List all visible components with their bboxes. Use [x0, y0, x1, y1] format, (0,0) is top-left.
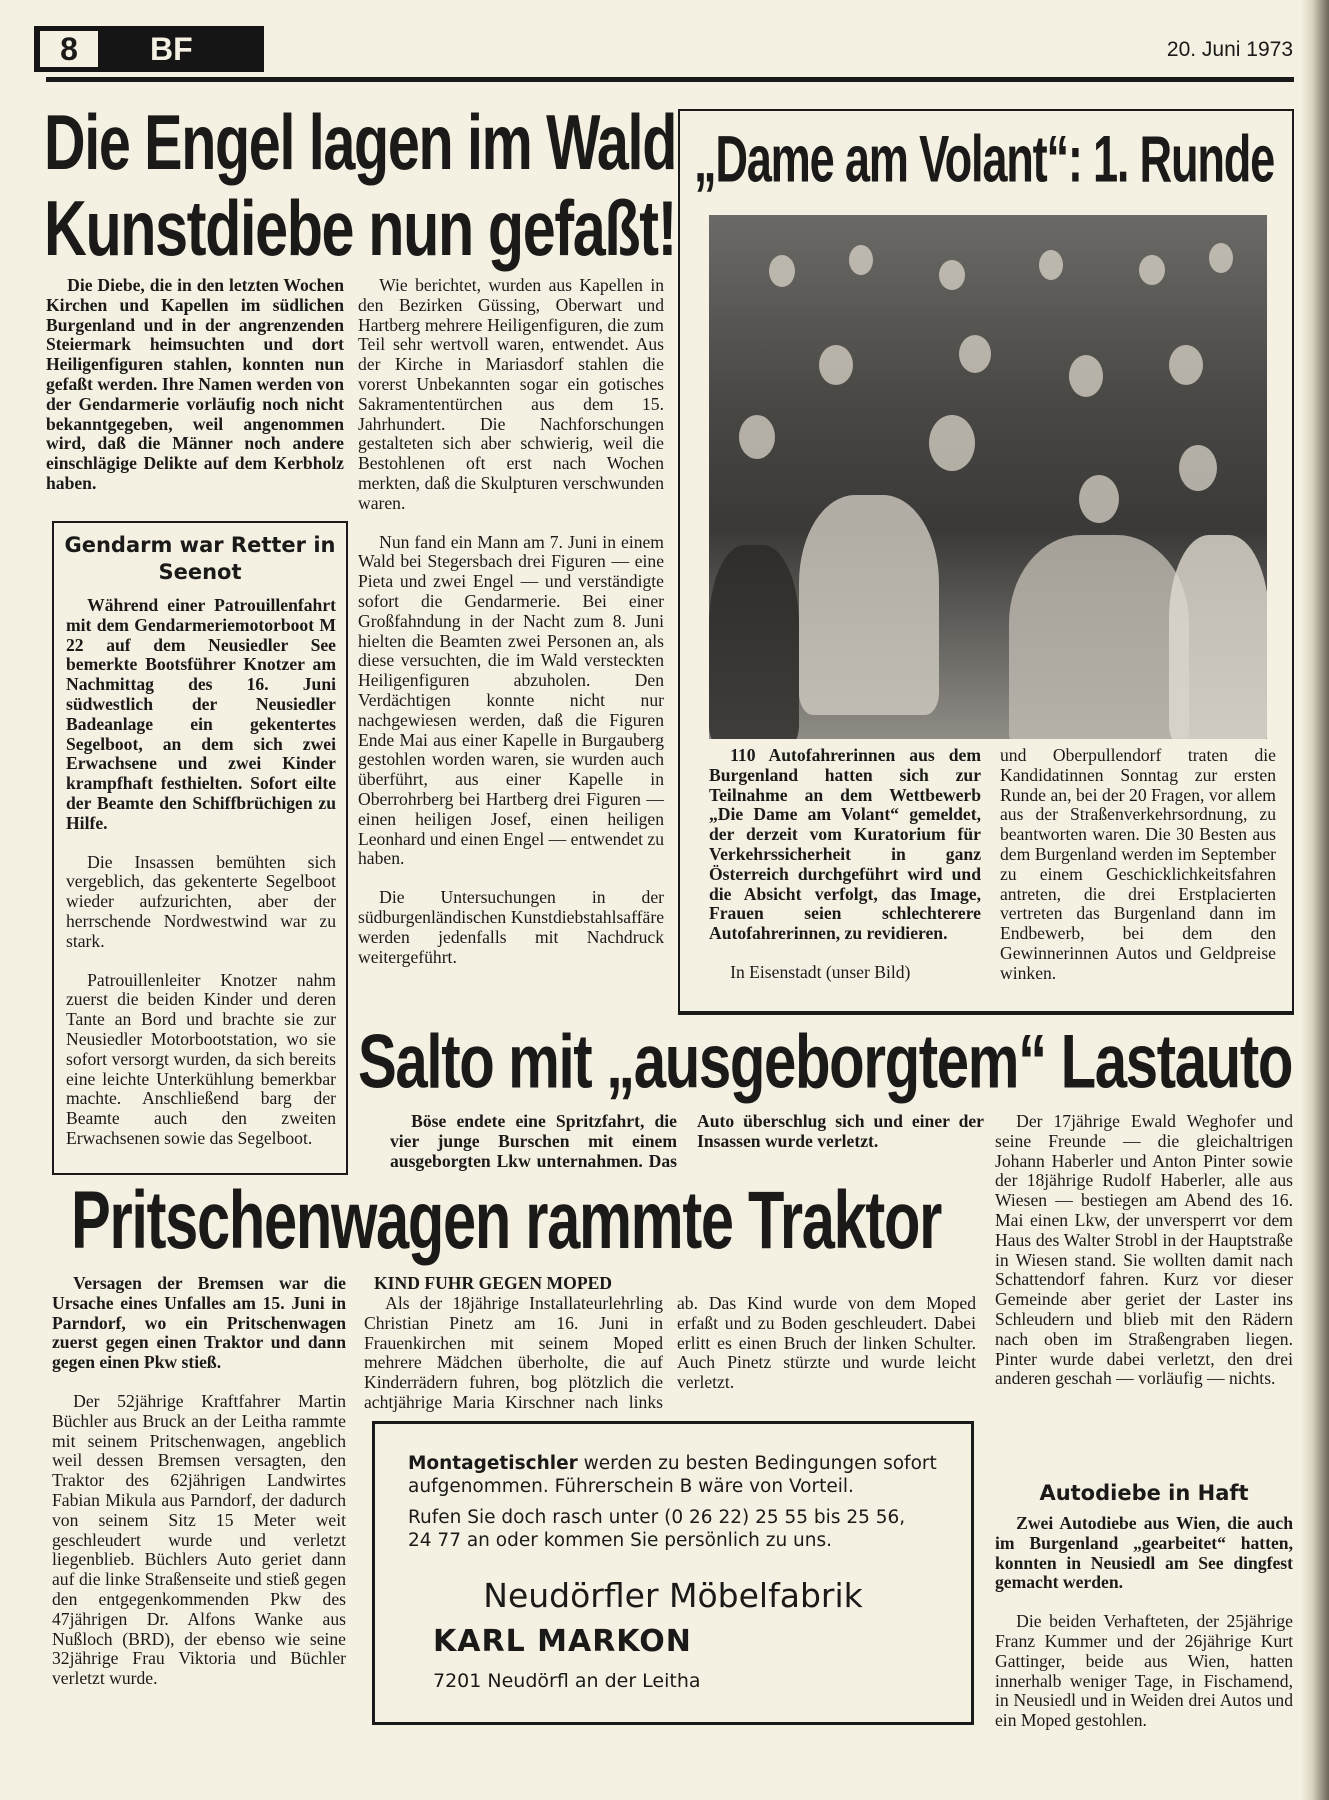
article-salto-body: [995, 1112, 1293, 1408]
page-number: 8: [40, 31, 98, 67]
headline-salto: Salto mit „ausgeborgtem“ Lastauto: [358, 1019, 1292, 1105]
photo-exam-participants: [709, 215, 1267, 739]
issue-date: 20. Juni 1973: [1166, 38, 1293, 61]
paragraph: Die beiden Verhafteten, der 25jährige Franz Kummer und der 26jährige Kurt Gattinger, beide aus Wien, hatten innerhalb weniger Tage, in Fischamend, in Neusiedl und in Weiden drei Autos und ein Moped gestohlen.: [995, 1611, 1293, 1731]
paragraph: Die Untersuchungen in der südburgenländischen Kunstdiebstahlsaffäre werden jedenfalls mit Nachdruck weitergeführt.: [358, 887, 664, 967]
headline-engel-line2: Kunstdiebe nun gefaßt!: [44, 184, 676, 273]
ad-job-description: werden zu besten Bedingungen sofort aufgenommen. Führerschein B wäre von Vorteil.: [408, 1453, 937, 1497]
ad-text-1: [408, 1452, 958, 1498]
paragraph: Als der 18jährige Installateurlehrling Christian Pinetz am 16. Juni in Frauenkirchen mit seinem Moped mehrere Mädchen überholte, die auf Kinderrädern fuhren, bog plötzlich die achtjährige Maria Kirschner nach links ab. Das Kind wurde von dem Moped erfaßt und zu Boden geschleudert. Dabei erlitt es einen Bruch der linken Schulter. Auch Pinetz stürzte und wurde leicht verletzt.: [364, 1293, 976, 1412]
headline-autodiebe: Autodiebe in Haft: [1039, 1481, 1249, 1505]
paragraph: Die Insassen bemühten sich vergeblich, das gekenterte Segelboot wieder aufzurichten, aber der herrschende Nordwestwind war zu stark.: [66, 851, 336, 951]
lead-paragraph: 110 Autofahrerinnen aus dem Burgenland hatten sich zur Teilnahme an dem Wettbewerb „Die Dame am Volant“ gemeldet, der derzeit vom Kuratorium für Verkehrssicherheit in ganz Österreich durchgeführt wird und die Absicht verfolgt, das Image, Frauen seien schlechterere Autofahrerinnen, zu revidieren.: [709, 745, 981, 944]
paragraph: Nun fand ein Mann am 7. Juni in einem Wald bei Stegersbach drei Figuren — eine Pieta und zwei Engel — und verständigte sofort die Gendarmerie. Bei einer Großfahndung in der Nacht zum 8. Juni hielten die Beamten zwei Personen an, als diese versuchten, die im Wald versteckten Heiligenfiguren abzuholen. Den Verdächtigen konnte nicht nur nachgewiesen werden, daß die Figuren Ende Mai aus einer Kapelle in Burgauberg gestohlen worden waren, sie wurden auch überführt, aus einer Kapelle in Oberrohrberg bei Hartberg drei Figuren — einen heiligen Josef, einen heiligen Leonhard und einen Engel — entwendet zu haben.: [358, 531, 664, 869]
ad-address: 7201 Neudörfl an der Leitha: [433, 1670, 701, 1692]
paragraph: Patrouillenleiter Knotzer nahm zuerst die beiden Kinder und deren Tante an Bord und brachte sie zur Neusiedler Motorbootstation, wo sie sofort versorgt wurden, da sich bereits eine leichte Unterkühlung bemerkbar machte. Anschließend barg der Beamte auch den zweiten Erwachsenen sowie das Segelboot.: [66, 969, 336, 1148]
headline-moped: KIND FUHR GEGEN MOPED: [374, 1273, 613, 1293]
job-advertisement: [372, 1421, 974, 1725]
article-autodiebe-body: [995, 1514, 1293, 1750]
article-pritschenwagen-body: [52, 1274, 346, 1708]
headline-volant: „Dame am Volant“: 1. Runde: [694, 121, 1274, 196]
paragraph: Wie berichtet, wurden aus Kapellen in den Bezirken Güssing, Oberwart und Hartberg mehrere Heiligenfiguren, die zum Teil sehr wertvoll waren, entwendet. Aus der Kirche in Mariasdorf stahlen die vorerst Unbekannten sogar ein gotisches Sakramententürchen aus dem 15. Jahrhundert. Die Nachforschungen gestalteten sich aber schwierig, weil die Bestohlenen oft erst nach Wochen merkten, daß die Skulpturen verschwunden waren.: [358, 275, 664, 513]
section-label: BF: [150, 31, 193, 67]
article-salto-lead: [390, 1112, 984, 1171]
page-edge-shadow: [1301, 0, 1329, 1800]
ad-company-name: Neudörfler Möbelfabrik: [483, 1576, 863, 1615]
paragraph: Der 52jährige Kraftfahrer Martin Büchler aus Bruck an der Leitha rammte mit seinem Pritschenwagen, angeblich weil dessen Bremsen versagten, den Traktor des 62jährigen Landwirtes Fabian Mikula aus Parndorf, der dadurch von seinem Sitz 15 Meter weit geschleudert wurde und verletzt liegenblieb. Büchlers Auto geriet dann auf die linke Straßenseite und stieß gegen den entgegenkommenden Pkw des 47jährigen Dr. Alfons Wanke aus Nußloch (BRD), der ebenso wie seine 32jährige Frau Viktoria und Büchler verletzt wurde.: [52, 1390, 346, 1689]
header-rule: [46, 77, 1294, 82]
lead-paragraph: Böse endete eine Spritzfahrt, die vier junge Burschen mit einem ausgeborgten Lkw unternahmen. Das Auto überschlug sich und einer der Insassen wurde verletzt.: [390, 1111, 984, 1171]
paragraph: und Oberpullendorf traten die Kandidatinnen Sonntag zur ersten Runde an, bei der 20 Fragen, vor allem aus der Straßenverkehrsordnung, zu beantworten waren. Die 30 Besten aus dem Burgenland werden im September zu einem Geschicklichkeitsfahren antreten, die drei Erstplacierten vertreten das Burgenland dann im Endbewerb, bei dem den Gewinnerinnen Autos und Geldpreise winken.: [1000, 745, 1276, 983]
lead-paragraph: Versagen der Bremsen war die Ursache eines Unfalles am 15. Juni in Parndorf, wo ein Pritschenwagen zuerst gegen einen Traktor und dann gegen einen Pkw stieß.: [52, 1273, 346, 1373]
article-volant-body: [1000, 746, 1276, 1003]
article-volant-lead: [709, 746, 981, 1002]
headline-pritschenwagen: Pritschenwagen rammte Traktor: [71, 1174, 941, 1266]
ad-job-title: Montagetischler: [408, 1453, 578, 1474]
lead-paragraph: Während einer Patrouillenfahrt mit dem Gendarmeriemotorboot M 22 auf dem Neusiedler See bemerkte Bootsführer Knotzer am Nachmittag des 16. Juni südwestlich der Neusiedler Badeanlage ein gekentertes Segelboot, an dem sich zwei Erwachsene und zwei Kinder krampfhaft festhielten. Sofort eilte der Beamte den Schiffbrüchigen zu Hilfe.: [66, 595, 336, 833]
article-engel-body: [358, 276, 664, 986]
ad-contact-text: Rufen Sie doch rasch unter (0 26 22) 25 55 bis 25 56, 24 77 an oder kommen Sie persönlich zu uns.: [408, 1507, 906, 1551]
headline-seenot: Gendarm war Retter in Seenot: [64, 533, 336, 584]
article-engel-lead: [46, 276, 344, 513]
lead-paragraph: Die Diebe, die in den letzten Wochen Kirchen und Kapellen im südlichen Burgenland und in der angrenzenden Steiermark heimsuchten und dort Heiligenfiguren stahlen, konnten nun gefaßt werden. Ihre Namen werden von der Gendarmerie vorläufig noch nicht bekanntgegeben, weil angenommen wird, daß die Männer noch andere einschlägige Delikte auf dem Kerbholz haben.: [46, 275, 344, 493]
ad-owner-name: KARL MARKON: [433, 1624, 692, 1659]
paragraph: In Eisenstadt (unser Bild): [730, 961, 911, 982]
article-seenot-body: [66, 596, 336, 1168]
lead-paragraph: Zwei Autodiebe aus Wien, die auch im Burgenland „gearbeitet“ hatten, konnten in Neusiedl am See dingfest gemacht werden.: [995, 1513, 1293, 1593]
article-moped-body: [364, 1294, 976, 1414]
headline-engel-line1: Die Engel lagen im Wald: [44, 98, 676, 187]
paragraph: Der 17jährige Ewald Weghofer und seine Freunde — die gleichaltrigen Johann Haberler und Anton Pinter sowie der 18jährige Rudolf Haberler, alle aus Wiesen — bestiegen am Abend des 16. Mai einen Lkw, der unversperrt vor dem Haus des Walter Strobl in der Hauptstraße in Wiesen stand. Sie wollten damit nach Schattendorf fahren. Kurz vor dieser Gemeinde aber geriet der Laster ins Schleudern und blieb mit den Rädern nach oben im Straßengraben liegen. Pinter wurde dabei verletzt, den drei anderen geschah — vorläufig — nichts.: [995, 1111, 1293, 1389]
